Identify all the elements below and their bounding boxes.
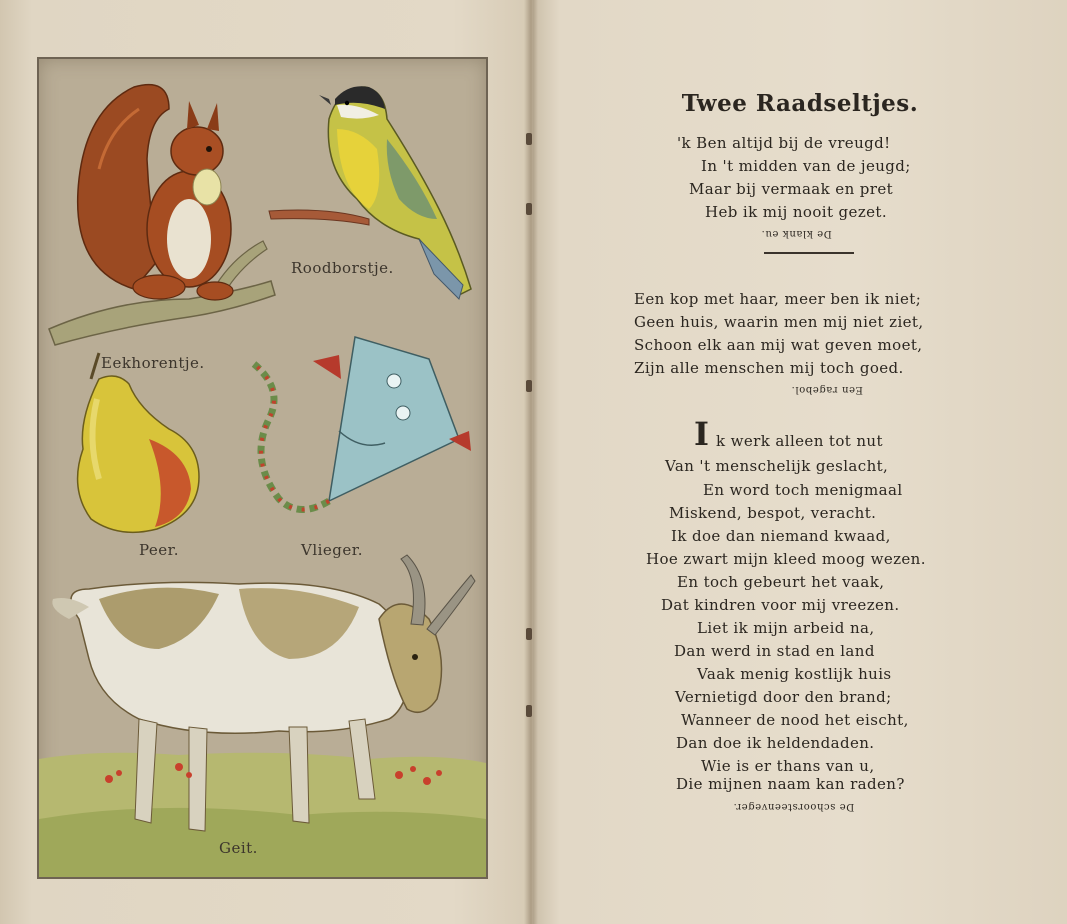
riddle3-line: Dat kindren voor mij vreezen.: [661, 596, 900, 614]
riddle3-line: Dan doe ik heldendaden.: [676, 734, 875, 752]
binding-stitch: [526, 203, 532, 215]
binding-stitch: [526, 705, 532, 717]
riddle1-answer: De klank eu.: [761, 228, 832, 239]
pear-illustration: [78, 353, 199, 532]
twig-illustration: [269, 210, 369, 225]
riddle1-line: In 't midden van de jeugd;: [701, 157, 911, 175]
riddle3-line: Wanneer de nood het eischt,: [681, 711, 909, 729]
riddle3-line: Hoe zwart mijn kleed moog wezen.: [646, 550, 926, 568]
riddle3-line: Van 't menschelijk geslacht,: [665, 457, 889, 475]
page-title: Twee Raadseltjes.: [681, 90, 919, 117]
riddle1-line: Maar bij vermaak en pret: [689, 180, 894, 198]
binding-stitch: [526, 380, 532, 392]
binding-stitch: [526, 133, 532, 145]
riddle3-line: Miskend, bespot, veracht.: [669, 504, 877, 522]
riddle3-line: En toch gebeurt het vaak,: [677, 573, 885, 591]
riddle3-line: k werk alleen tot nut: [716, 432, 883, 450]
caption-robin: Roodborstje.: [291, 259, 394, 277]
riddle-text-block: [533, 0, 1067, 924]
caption-goat: Geit.: [219, 839, 258, 857]
riddle3-line: Liet ik mijn arbeid na,: [697, 619, 875, 637]
riddle2-line: Schoon elk aan mij wat geven moet,: [634, 336, 923, 354]
section-divider: [764, 252, 854, 254]
riddle1-line: 'k Ben altijd bij de vreugd!: [677, 134, 891, 152]
riddle2-line: Een kop met haar, meer ben ik niet;: [634, 290, 922, 308]
riddle2-answer: Een ragebol.: [791, 384, 863, 395]
riddle2-line: Zijn alle menschen mij toch goed.: [634, 359, 904, 377]
caption-squirrel: Eekhorentje.: [101, 354, 205, 372]
riddle1-line: Heb ik mij nooit gezet.: [705, 203, 887, 221]
illustration-plate: [37, 57, 488, 879]
riddle3-answer: De schoorsteenveger.: [733, 801, 855, 812]
riddle3-line: Wie is er thans van u,: [701, 757, 875, 775]
riddle3-line: Vernietigd door den brand;: [675, 688, 892, 706]
riddle3-line: Die mijnen naam kan raden?: [676, 775, 905, 793]
caption-pear: Peer.: [139, 541, 179, 559]
plate-illustration: [39, 59, 486, 877]
binding-stitch: [526, 628, 532, 640]
riddle3-line: Vaak menig kostlijk huis: [697, 665, 892, 683]
squirrel-illustration: [78, 85, 233, 300]
dropcap: I: [694, 415, 709, 453]
riddle3-line: En word toch menigmaal: [703, 481, 903, 499]
riddle3-line: Dan werd in stad en land: [674, 642, 875, 660]
riddle3-line: Ik doe dan niemand kwaad,: [671, 527, 891, 545]
kite-illustration: [254, 337, 471, 510]
riddle2-line: Geen huis, waarin men mij niet ziet,: [634, 313, 924, 331]
caption-kite: Vlieger.: [301, 541, 364, 559]
